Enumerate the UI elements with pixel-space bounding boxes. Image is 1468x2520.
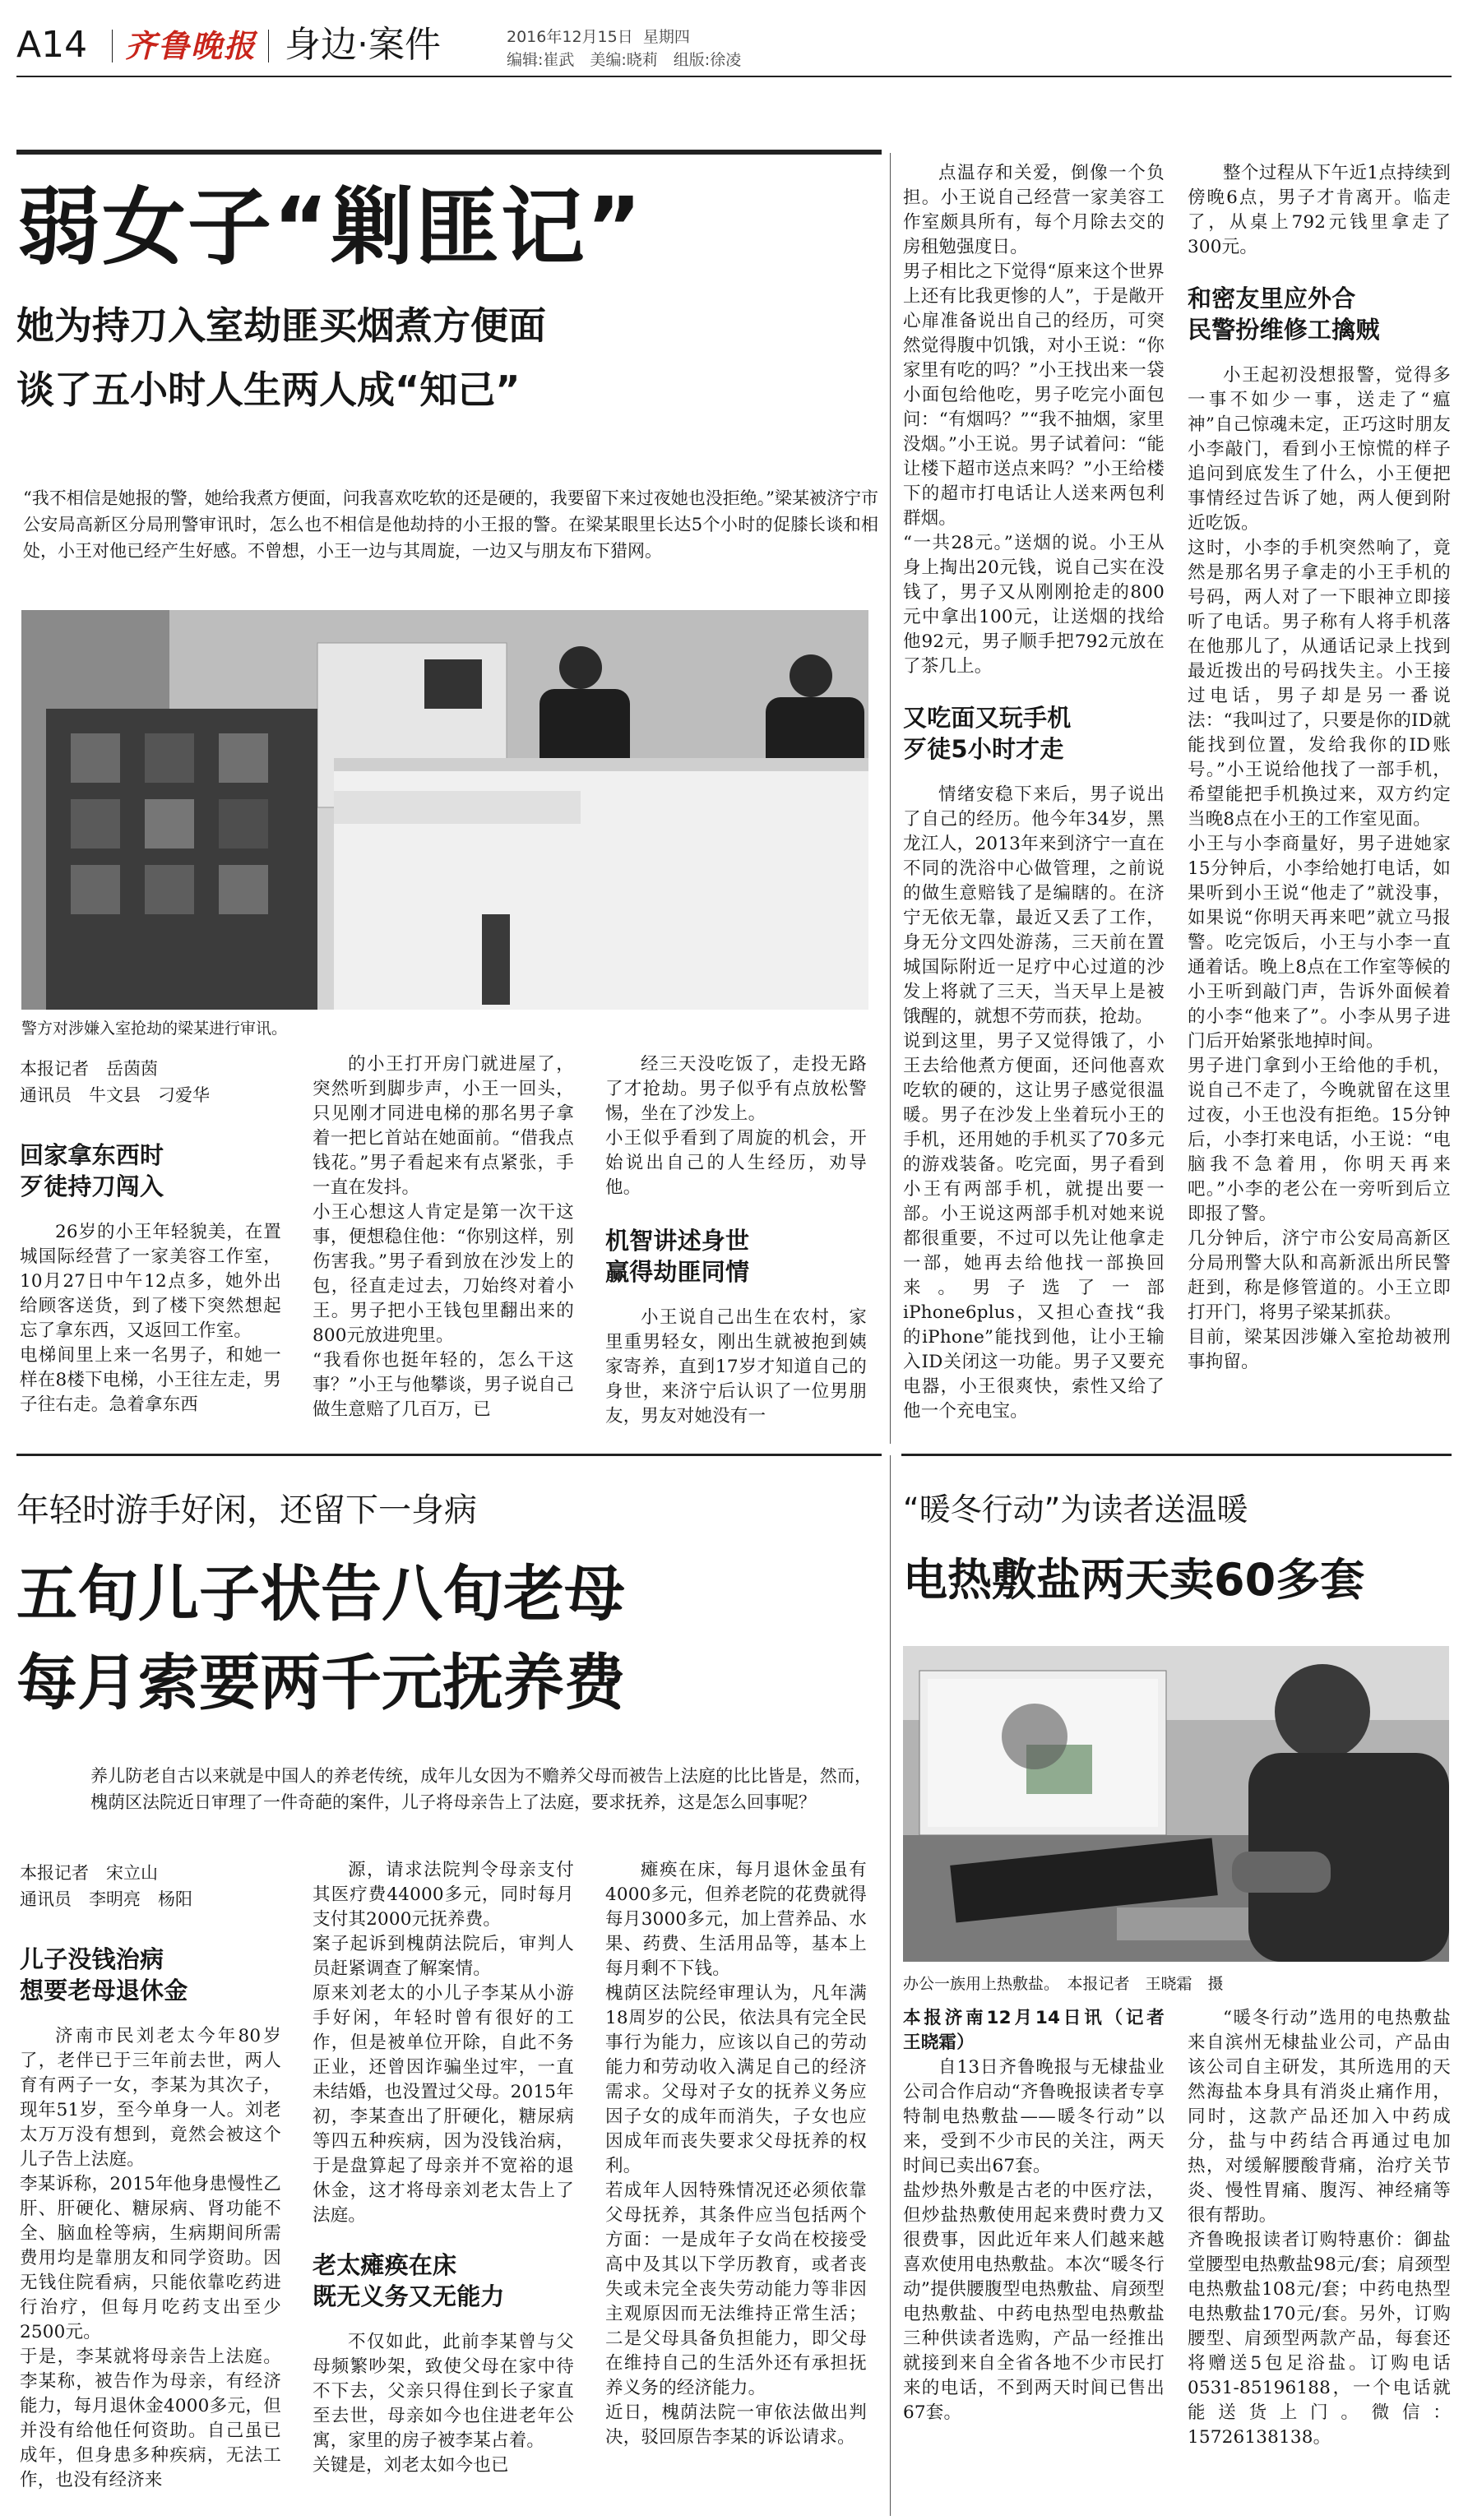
story2-col3-text: 瘫痪在床，每月退休金虽有4000多元，但养老院的花费就得每月3000多元，加上营养品、水果、药费、生活用品等，基本上每月剩不下钱。 槐荫区法院经审理认为，凡年满18周岁的公民，依法具有完全民事行为能力，应该以自己的劳动能力和劳动收入满足自己的经济需求。父母对子女的抚养义务应因子女的成年而消失，子女也应因成年而丧失要求父母抚养的权利。 若成年人因特殊情况还必须依靠父母抚养，其条件应当包括两个方面：一是成年子女尚在校接受高中及其以下学历教育，或者丧失或未完全丧失劳动能力等非因主观原因而无法维持正常生活；二是父母具备负担能力，即父母在维持自己的生活外还有承担抚养义务的经济能力。 近日，槐荫法院一审依法做出判决，驳回原告李某的诉讼请求。 [605, 1860, 867, 2448]
story1-subtitle-2: 谈了五小时人生两人成“知己” [16, 368, 521, 412]
story1-subtitle-1: 她为持刀入室劫匪买烟煮方便面 [16, 303, 546, 348]
story1-subhead-1: 回家拿东西时 歹徒持刀闯入 [20, 1141, 164, 1200]
story2-column-rule [890, 1455, 891, 2516]
story1-column-2 [313, 1052, 574, 1422]
story3-top-rule [901, 1454, 1452, 1456]
story3-column-1 [903, 2006, 1183, 2425]
story2-top-rule [16, 1454, 882, 1456]
story1-col1-text: 26岁的小王年轻貌美，在置城国际经营了一家美容工作室，10月27日中午12点多，她外出给顾客送货，到了楼下突然想起忘了拿东西，又返回工作室。 电梯间里上来一名男子，和她一样在8楼下电梯，小王往左走，男子往右走。急着拿东西 [20, 1222, 281, 1415]
page-number: A14 [16, 24, 88, 66]
issue-date [507, 25, 690, 47]
story2-subhead-2: 老太瘫痪在床 既无义务又无能力 [313, 2251, 505, 2310]
story1-subhead-4: 和密友里应外合 民警扮维修工擒贼 [1188, 284, 1380, 344]
story2-kicker: 年轻时游手好闲，还留下一身病 [16, 1491, 477, 1529]
story1-title: 弱女子“剿匪记” [16, 179, 644, 277]
story2-col2-text-2: 不仅如此，此前李某曾与父母频繁吵架，致使父母在家中待不下去，父亲只得住到长子家直至去世，母亲如今也住进老年公寓，家里的房子被李某占着。 关键是，刘老太如今也已 [313, 2332, 574, 2476]
story1-col3-text: 经三天没吃饭了，走投无路了才抢劫。男子似乎有点放松警惕，坐在了沙发上。 小王似乎看到了周旋的机会，开始说出自己的人生经历，劝导他。 [605, 1054, 867, 1198]
story2-col1-text: 济南市民刘老太今年80岁了，老伴已于三年前去世，两人育有两子一女，李某为其次子，现年51岁，至今单身一人。刘老太万万没有想到，竟然会被这个儿子告上法庭。 李某诉称，2015年他身患慢性乙肝、肝硬化、糖尿病、肾功能不全、脑血栓等病，生病期间所需费用均是靠朋友和同学资助。因无钱住院看病，只能依靠吃药进行治疗，但每月吃药支出至少2500元。 于是，李某就将母亲告上法庭。李某称，被告作为母亲，有经济能力，每月退休金4000多元，但并没有给他任何资助。自己虽已成年，但身患多种疾病，无法工作，也没有经济来 [20, 2026, 281, 2490]
story2-column-1 [20, 1932, 281, 2493]
story2-column-2 [313, 1858, 574, 2478]
header-rule [16, 76, 1452, 77]
story2-correspondent: 通讯员 李明亮 杨阳 [20, 1889, 192, 1909]
story1-column-1 [20, 1128, 281, 1417]
story1-col4-text-2: 情绪安稳下来后，男子说出了自己的经历。他今年34岁，黑龙江人，2013年来到济宁一直在不同的洗浴中心做管理，之前说的做生意赔钱了是编瞎的。在济宁无依无靠，最近又丢了工作，身无分文四处游荡，三天前在置城国际附近一足疗中心过道的沙发上将就了三天，当天早上是被饿醒的，就想不劳而获，抢劫。 说到这里，男子又觉得饿了，小王去给他煮方便面，还问他喜欢吃软的硬的，这让男子感觉很温暖。男子在沙发上坐着玩小王的手机，还用她的手机买了70多元的游戏装备。吃完面，男子看到小王有两部手机，就提出要一部。小王说这两部手机对她来说都很重要，不过可以先让他拿走一部，她再去给他找一部换回来。男子选了一部iPhone6plus，又担心查找“我的iPhone”能找到他，让小王输入ID关闭这一功能。男子又要充电器，小王很爽快，索性又给了他一个充电宝。 [903, 784, 1165, 1422]
story1-column-4 [903, 161, 1165, 1424]
section-title: 身边·案件 [285, 24, 441, 66]
masthead-logo: 齐鲁晚报 [125, 27, 257, 64]
date-text: 2016年12月15日 [507, 28, 633, 46]
story1-col2-text: 的小王打开房门就进屋了，突然听到脚步声，小王一回头，只见刚才同进电梯的那名男子拿着一把匕首站在她面前。“借我点钱花。”男子看起来有点紧张，手一直在发抖。 小王心想这人肯定是第一次干这事，便想稳住他：“你别这样，别伤害我。”男子看到放在沙发上的包，径直走过去，刀始终对着小王。男子把小王钱包里翻出来的800元放进兜里。 “我看你也挺年轻的，怎么干这事？”小王与他攀谈，男子说自己做生意赔了几百万，已 [313, 1054, 574, 1420]
story1-col4-text: 点温存和关爱，倒像一个负担。小王说自己经营一家美容工作室颇具所有，每个月除去交的房租勉强度日。 男子相比之下觉得“原来这个世界上还有比我更惨的人”，于是敞开心扉准备说出自己的经历，可突然觉得腹中饥饿，对小王说：“你家里有吃的吗？”小王找出来一袋小面包给他吃，男子吃完小面包问：“有烟吗？”“我不抽烟，家里没烟。”小王说。男子试着问：“能让楼下超市送点来吗？”小王给楼下的超市打电话让人送来两包利群烟。 “一共28元。”送烟的说。小王从身上掏出20元钱，说自己实在没钱了，男子又从刚刚抢走的800元中拿出100元，让送烟的找给他92元，男子顺手把792元放在了茶几上。 [903, 163, 1165, 677]
story1-column-rule [890, 153, 891, 1444]
story2-col2-text: 源，请求法院判令母亲支付其医疗费44000多元，同时每月支付其2000元抚养费。 案子起诉到槐荫法院后，审判人员赶紧调查了解案情。 原来刘老太的小儿子李某从小游手好闲，年轻时曾有很好的工作，但是被单位开除，自此不务正业，还曾因诈骗坐过牢，一直未结婚，也没置过父母。2015年初，李某查出了肝硬化，糖尿病等四五种疾病，因为没钱治病，于是盘算起了母亲并不宽裕的退休金，这才将母亲刘老太告上了法庭。 [313, 1860, 574, 2226]
story2-column-3 [605, 1858, 867, 2450]
story1-col5-text: 整个过程从下午近1点持续到傍晚6点，男子才肯离开。临走了，从桌上792元钱里拿走了300元。 [1188, 163, 1451, 257]
story1-col5-text-2: 小王起初没想报警，觉得多一事不如少一事，送走了“瘟神”自己惊魂未定，正巧这时朋友小李敲门，看到小王惊慌的样子追问到底发生了什么，小王便把事情经过告诉了她，两人便到附近吃饭。 这时，小李的手机突然响了，竟然是那名男子拿走的小王手机的号码，两人对了一下眼神立即接听了电话。男子称有人将手机落在他那儿了，从通话记录上找到最近拨出的号码找失主。小王接过电话，男子却是另一番说法：“我叫过了，只要是你的ID就能找到位置，发给我你的ID账号。”小王说给他找了一部手机，希望能把手机换过来，双方约定当晚8点在小王的工作室见面。 小王与小李商量好，男子进她家15分钟后，小李给她打电话，如果听到小王说“他走了”就没事，如果说“你明天再来吧”就立马报警。吃完饭后，小王与小李一直通着话。晚上8点在工作室等候的小王听到敲门声，告诉外面候着的小李“他来了”。小李从男子进门后开始紧张地掉时间。 男子进门拿到小王给他的手机，说自己不走了，今晚就留在这里过夜，小王也没有拒绝。15分钟后，小李打来电话，小王说：“电脑我不急着用，你明天再来吧。”小李的老公在一旁听到后立即报了警。 几分钟后，济宁市公安局高新区分局刑警大队和高新派出所民警赶到，称是修管道的。小王立即打开门，将男子梁某抓获。 目前，梁某因涉嫌入室抢劫被刑事拘留。 [1188, 365, 1451, 1372]
story2-title-2: 每月索要两千元抚养费 [16, 1648, 625, 1718]
header-divider-2 [268, 30, 269, 62]
story1-column-5 [1188, 161, 1451, 1375]
story1-reporter: 本报记者 岳茵茵 [20, 1059, 158, 1079]
story1-column-3 [605, 1052, 867, 1429]
weekday-text: 星期四 [642, 28, 690, 46]
story1-byline [20, 1056, 283, 1108]
story2-reporter: 本报记者 宋立山 [20, 1863, 158, 1883]
story1-col3-text-2: 小王说自己出生在农村，家里重男轻女，刚出生就被抱到姨家寄养，直到17岁才知道自己的身世，来济宁后认识了一位男朋友，男友对她没有一 [605, 1307, 867, 1426]
heat-pad-photo [903, 1646, 1449, 1962]
story2-title-1: 五旬儿子状告八旬老母 [16, 1559, 625, 1630]
heat-pad-photo-svg [903, 1646, 1449, 1962]
story1-subhead-3: 又吃面又玩手机 歹徒5小时才走 [903, 704, 1072, 763]
story1-correspondent: 通讯员 牛文县 刁爱华 [20, 1085, 210, 1105]
story2-subhead-1: 儿子没钱治病 想要老母退休金 [20, 1945, 188, 2004]
story2-byline [20, 1860, 283, 1912]
story1-photo-caption: 警方对涉嫌入室抢劫的梁某进行审讯。 [21, 1020, 288, 1038]
story3-column-2 [1188, 2006, 1451, 2450]
story1-lead [23, 485, 878, 564]
story2-lead-text: 养儿防老自古以来就是中国人的养老传统，成年儿女因为不赡养父母而被告上法庭的比比皆是，然而，槐荫区法院近日审理了一件奇葩的案件，儿子将母亲告上了法庭，要求抚养，这是怎么回事呢？ [90, 1766, 872, 1812]
story3-dateline: 本报济南12月14日讯（记者 王晓霜） [903, 2008, 1183, 2053]
story1-top-rule [16, 150, 882, 155]
story3-title: 电热敷盐两天卖60多套 [903, 1554, 1365, 1606]
editor-credits: 编辑:崔武 美编:晓莉 组版:徐凌 [507, 51, 742, 69]
interrogation-photo [21, 610, 868, 1010]
header-divider [112, 30, 113, 62]
story3-col2-text: “暖冬行动”选用的电热敷盐来自滨州无棣盐业公司，产品由该公司自主研发，其所选用的天然海盐本身具有消炎止痛作用，同时，这款产品还加入中药成分，盐与中药结合再通过电加热，对缓解腰酸背痛，治疗关节炎、慢性胃痛、腹泻、神经痛等很有帮助。 齐鲁晚报读者订购特惠价：御盐堂腰型电热敷盐98元/套；肩颈型电热敷盐108元/套；中药电热型电热敷盐170元/套。另外，订购腰型、肩颈型两款产品，每套还将赠送5包足浴盐。订购电话0531-85196188，一个电话就能送货上门。微信：15726138138。 [1188, 2008, 1451, 2448]
story3-col1-text: 自13日齐鲁晚报与无棣盐业公司合作启动“齐鲁晚报读者专享特制电热敷盐——暖冬行动”以来，受到不少市民的关注，两天时间已卖出67套。 盐炒热外敷是古老的中医疗法，但炒盐热敷使用起来费时费力又很费事，因此近年来人们越来越喜欢使用电热敷盐。本次“暖冬行动”提供腰腹型电热敷盐、肩颈型电热敷盐、中药电热型电热敷盐三种供读者选购，产品一经推出就接到来自全省各地不少市民打来的电话，不到两天时间已售出67套。 [903, 2057, 1165, 2423]
story2-lead [90, 1763, 872, 1815]
interrogation-photo-svg [21, 610, 868, 1010]
story3-kicker: “暖冬行动”为读者送温暖 [903, 1491, 1248, 1528]
story1-lead-text: “我不相信是她报的警，她给我煮方便面，问我喜欢吃软的还是硬的，我要留下来过夜她也没拒绝。”梁某被济宁市公安局高新区分局刑警审讯时，怎么也不相信是他劫持的小王报的警。在梁某眼里长达5个小时的促膝长谈和相处，小王对他已经产生好感。不曾想，小王一边与其周旋，一边又与朋友布下猎网。 [23, 488, 878, 561]
story1-subhead-2: 机智讲述身世 赢得劫匪同情 [605, 1227, 750, 1286]
story3-photo-caption: 办公一族用上热敷盐。 本报记者 王晓霜 摄 [903, 1975, 1224, 1993]
